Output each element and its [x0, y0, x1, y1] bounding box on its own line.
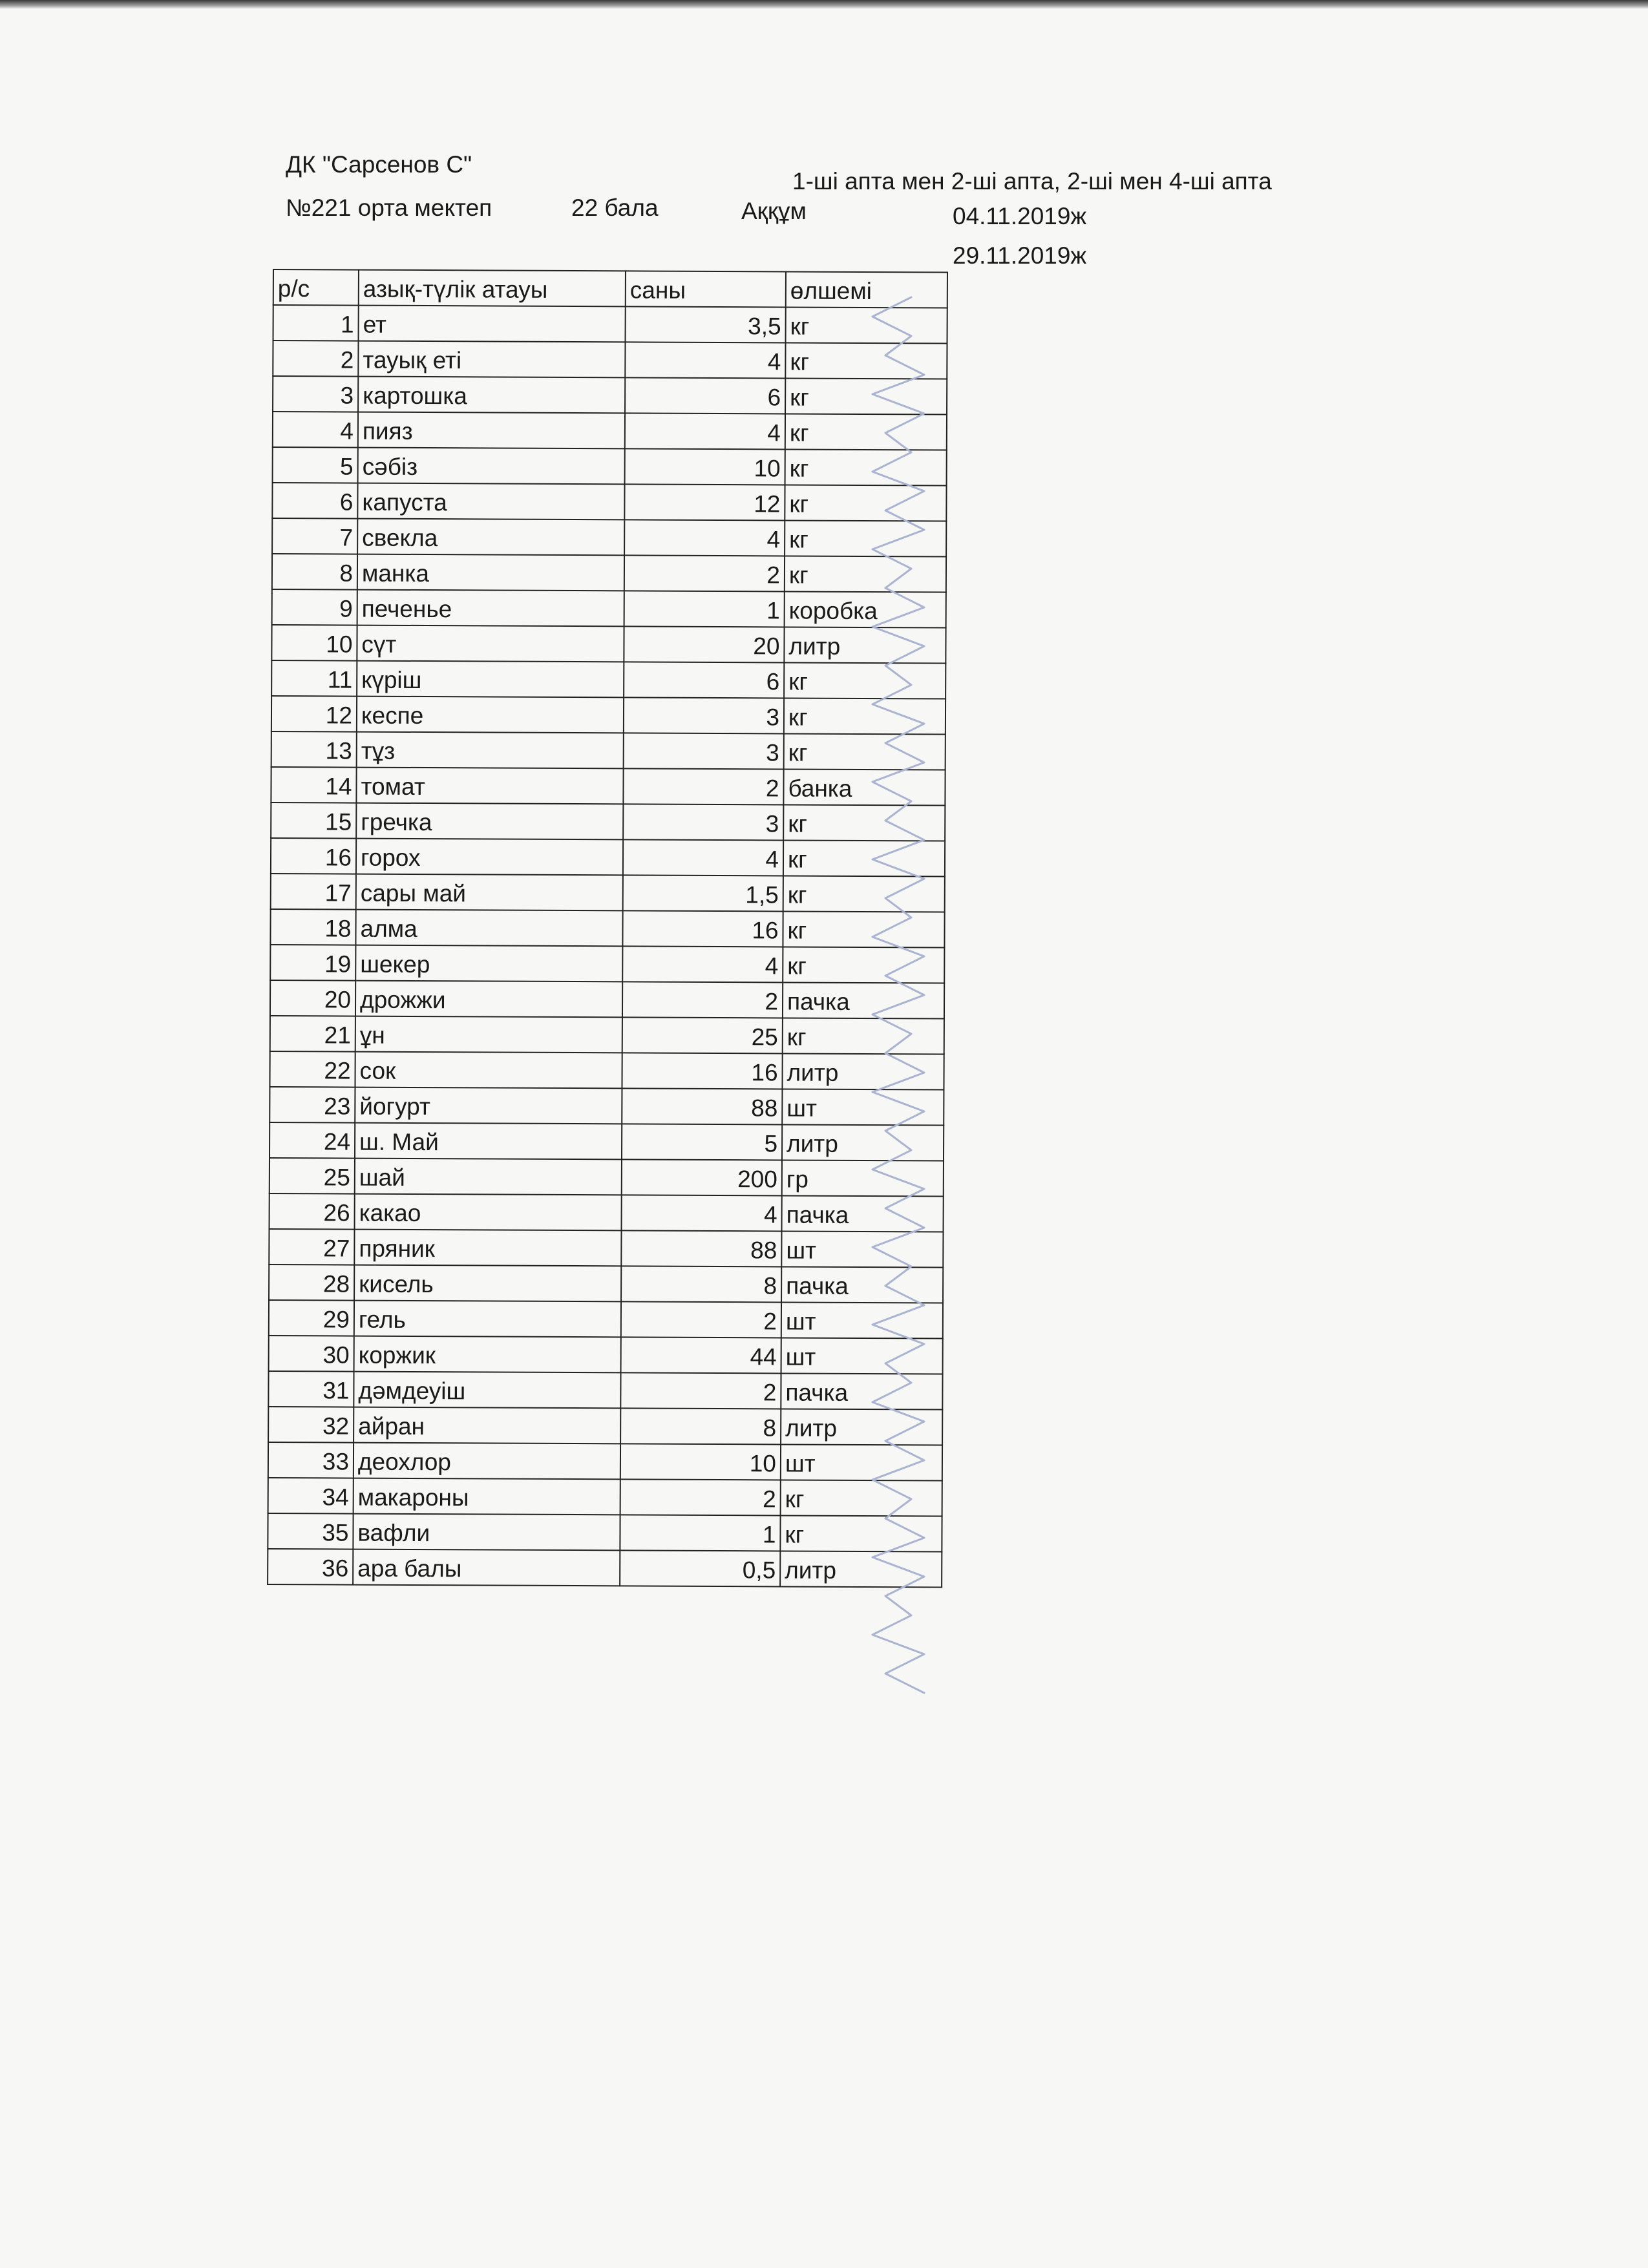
- row-number: 17: [271, 874, 356, 910]
- table-row: [273, 447, 947, 486]
- product-name: горох: [356, 839, 623, 876]
- product-quantity: 2: [624, 555, 785, 591]
- product-quantity: 44: [621, 1337, 781, 1373]
- row-number: 9: [272, 589, 357, 625]
- table-row: [269, 1193, 944, 1232]
- product-quantity: 8: [620, 1408, 781, 1444]
- product-name: кисель: [354, 1265, 621, 1302]
- product-name: ұн: [355, 1016, 622, 1053]
- column-header-unit: өлшемі: [786, 271, 947, 308]
- product-quantity: 10: [625, 448, 785, 485]
- product-unit: кг: [786, 307, 947, 343]
- product-unit: литр: [782, 1124, 944, 1160]
- table-row: [269, 1158, 944, 1197]
- product-unit: литр: [781, 1409, 942, 1445]
- product-name: тауық еті: [358, 341, 625, 378]
- product-name: пияз: [358, 412, 625, 449]
- product-quantity: 4: [625, 413, 785, 449]
- product-name: шай: [355, 1159, 622, 1195]
- product-name: сәбіз: [358, 448, 625, 485]
- product-unit: кг: [785, 556, 946, 592]
- product-unit: кг: [784, 662, 945, 698]
- table-row: [270, 945, 944, 983]
- product-unit: литр: [782, 1053, 944, 1089]
- row-number: 14: [271, 767, 356, 803]
- row-number: 22: [269, 1051, 355, 1087]
- product-unit: кг: [785, 342, 947, 379]
- product-quantity: 0,5: [620, 1550, 780, 1586]
- row-number: 19: [270, 945, 355, 981]
- product-unit: кг: [783, 911, 944, 947]
- row-number: 18: [270, 909, 355, 945]
- row-number: 35: [268, 1513, 353, 1549]
- product-quantity: 3: [624, 733, 784, 769]
- product-name: гель: [354, 1301, 621, 1338]
- row-number: 36: [268, 1549, 353, 1585]
- product-unit: кг: [783, 876, 945, 912]
- product-name: ет: [359, 306, 626, 342]
- product-unit: пачка: [782, 1195, 944, 1232]
- product-quantity: 2: [620, 1479, 781, 1515]
- product-name: томат: [356, 768, 623, 804]
- product-quantity: 16: [622, 1053, 782, 1089]
- table-row: [269, 1229, 943, 1268]
- product-unit: гр: [782, 1160, 944, 1196]
- table-row: [271, 803, 945, 841]
- product-unit: кг: [785, 520, 946, 556]
- product-unit: кг: [783, 1018, 944, 1054]
- product-quantity: 6: [625, 377, 785, 414]
- product-unit: кг: [785, 414, 947, 450]
- row-number: 26: [269, 1193, 355, 1230]
- product-name: шекер: [355, 945, 622, 982]
- table-row: [271, 838, 945, 877]
- product-unit: кг: [784, 698, 945, 734]
- product-unit: кг: [785, 378, 947, 414]
- products-table: [267, 269, 948, 1588]
- product-name: свекла: [357, 519, 624, 556]
- product-name: вафли: [353, 1514, 620, 1551]
- row-number: 15: [271, 803, 356, 839]
- table-row: [271, 731, 945, 770]
- table-row: [268, 1442, 942, 1481]
- product-quantity: 88: [621, 1230, 781, 1266]
- row-number: 29: [269, 1300, 354, 1336]
- product-name: айран: [354, 1407, 620, 1444]
- row-number: 11: [271, 660, 357, 697]
- school-name: №221 орта мектеп: [286, 194, 492, 221]
- product-name: деохлор: [354, 1443, 620, 1480]
- table-row: [273, 341, 947, 379]
- product-unit: кг: [781, 1480, 942, 1516]
- row-number: 13: [271, 731, 357, 768]
- table-row: [269, 1265, 943, 1303]
- product-quantity: 2: [620, 1372, 781, 1409]
- product-quantity: 2: [622, 982, 783, 1018]
- product-name: күріш: [357, 661, 624, 698]
- table-row: [269, 1051, 944, 1090]
- row-number: 31: [268, 1371, 354, 1407]
- product-unit: пачка: [783, 982, 944, 1018]
- product-unit: пачка: [781, 1373, 942, 1409]
- product-name: алма: [355, 910, 622, 947]
- product-quantity: 8: [621, 1266, 781, 1302]
- row-number: 12: [271, 696, 357, 732]
- product-unit: кг: [784, 733, 945, 770]
- row-number: 25: [269, 1158, 355, 1194]
- product-quantity: 200: [622, 1159, 782, 1195]
- table-row: [268, 1407, 942, 1445]
- row-number: 6: [272, 483, 357, 519]
- product-quantity: 2: [621, 1301, 781, 1338]
- row-number: 2: [273, 341, 358, 377]
- row-number: 3: [273, 376, 358, 412]
- table-row: [268, 1478, 942, 1517]
- product-unit: кг: [783, 947, 944, 983]
- product-unit: шт: [781, 1444, 942, 1480]
- product-name: ш. Май: [355, 1123, 622, 1160]
- row-number: 21: [270, 1016, 355, 1052]
- table-row: [273, 412, 947, 450]
- product-quantity: 25: [622, 1017, 783, 1053]
- product-quantity: 4: [625, 342, 785, 378]
- table-row: [273, 305, 947, 344]
- product-unit: коробка: [785, 591, 946, 627]
- product-name: сары май: [356, 874, 623, 911]
- row-number: 28: [269, 1265, 354, 1301]
- product-quantity: 2: [623, 768, 783, 804]
- product-unit: шт: [781, 1302, 943, 1338]
- table-row: [269, 1300, 943, 1339]
- table-row: [270, 1016, 944, 1055]
- table-row: [271, 874, 945, 912]
- product-quantity: 6: [624, 662, 784, 698]
- row-number: 24: [269, 1122, 355, 1159]
- row-number: 16: [271, 838, 356, 874]
- product-unit: кг: [780, 1515, 942, 1551]
- product-quantity: 4: [624, 520, 785, 556]
- product-quantity: 20: [624, 626, 784, 662]
- product-name: тұз: [357, 732, 624, 769]
- product-quantity: 4: [622, 1195, 782, 1231]
- row-number: 10: [271, 625, 357, 661]
- product-unit: кг: [783, 840, 945, 876]
- column-header-name: азық-түлік атауы: [359, 270, 626, 307]
- product-name: гречка: [356, 803, 623, 840]
- row-number: 20: [270, 980, 355, 1016]
- product-quantity: 1: [620, 1515, 780, 1551]
- table-row: [272, 483, 946, 521]
- product-quantity: 4: [622, 946, 783, 982]
- table-row: [269, 1087, 944, 1126]
- product-unit: шт: [781, 1338, 943, 1374]
- table-row: [272, 589, 946, 628]
- row-number: 8: [272, 554, 357, 590]
- product-quantity: 4: [623, 839, 783, 876]
- table-row: [273, 376, 947, 415]
- row-number: 32: [268, 1407, 354, 1443]
- product-unit: шт: [781, 1231, 943, 1267]
- row-number: 30: [269, 1336, 354, 1372]
- product-quantity: 3: [624, 697, 784, 733]
- product-name: сүт: [357, 625, 624, 662]
- product-quantity: 5: [622, 1124, 782, 1160]
- product-quantity: 12: [624, 484, 785, 520]
- product-unit: банка: [783, 769, 945, 805]
- row-number: 4: [273, 412, 358, 448]
- product-name: пряник: [354, 1230, 621, 1266]
- product-unit: кг: [785, 449, 947, 485]
- row-number: 34: [268, 1478, 354, 1514]
- product-unit: шт: [782, 1089, 944, 1125]
- row-number: 7: [272, 518, 357, 554]
- product-name: дрожжи: [355, 981, 622, 1018]
- product-name: кеспе: [357, 697, 624, 733]
- column-header-quantity: саны: [626, 271, 786, 307]
- product-quantity: 1: [624, 591, 785, 627]
- product-name: дәмдеуіш: [354, 1372, 620, 1409]
- scan-edge: [0, 0, 1648, 9]
- table-row: [270, 980, 944, 1019]
- product-quantity: 3: [623, 804, 783, 840]
- organization-name: ДК "Сарсенов С": [286, 151, 472, 178]
- product-unit: литр: [784, 627, 945, 663]
- weeks-note: 1-ші апта мен 2-ші апта, 2-ші мен 4-ші апта: [792, 168, 1272, 194]
- table-row: [269, 1122, 944, 1161]
- table-row: [271, 625, 945, 664]
- table-row: [271, 660, 945, 699]
- children-count: 22 бала: [571, 194, 659, 221]
- product-name: какао: [355, 1194, 622, 1231]
- product-quantity: 3,5: [626, 306, 786, 342]
- row-number: 23: [269, 1087, 355, 1123]
- product-name: йогурт: [355, 1087, 622, 1124]
- table-row: [272, 554, 946, 593]
- table-row: [269, 1336, 943, 1374]
- product-name: сок: [355, 1052, 622, 1089]
- product-name: капуста: [357, 483, 624, 520]
- product-quantity: 10: [620, 1444, 781, 1480]
- meal-name: Аққұм: [741, 198, 807, 224]
- product-name: манка: [357, 554, 624, 591]
- product-name: коржик: [354, 1336, 621, 1373]
- table-row: [268, 1513, 942, 1552]
- row-number: 33: [268, 1442, 354, 1478]
- table-header-row: [273, 269, 947, 308]
- date-from: 04.11.2019ж: [953, 203, 1087, 229]
- row-number: 27: [269, 1229, 354, 1265]
- product-name: печенье: [357, 590, 624, 627]
- row-number: 5: [273, 447, 358, 483]
- product-unit: кг: [785, 485, 946, 521]
- product-quantity: 88: [622, 1088, 782, 1124]
- date-to: 29.11.2019ж: [953, 242, 1087, 269]
- product-name: макароны: [354, 1478, 620, 1515]
- table-row: [268, 1549, 942, 1588]
- row-number: 1: [273, 305, 359, 341]
- table-row: [270, 909, 944, 948]
- product-quantity: 16: [622, 910, 783, 947]
- table-row: [272, 518, 946, 557]
- product-name: картошка: [358, 377, 625, 414]
- table-row: [271, 767, 945, 806]
- product-quantity: 1,5: [623, 875, 783, 911]
- table-row: [268, 1371, 942, 1410]
- product-unit: литр: [780, 1551, 942, 1587]
- product-unit: пачка: [781, 1266, 943, 1303]
- product-unit: кг: [783, 804, 945, 841]
- column-header-number: р/с: [273, 269, 359, 306]
- product-name: ара балы: [353, 1549, 620, 1586]
- table-row: [271, 696, 945, 735]
